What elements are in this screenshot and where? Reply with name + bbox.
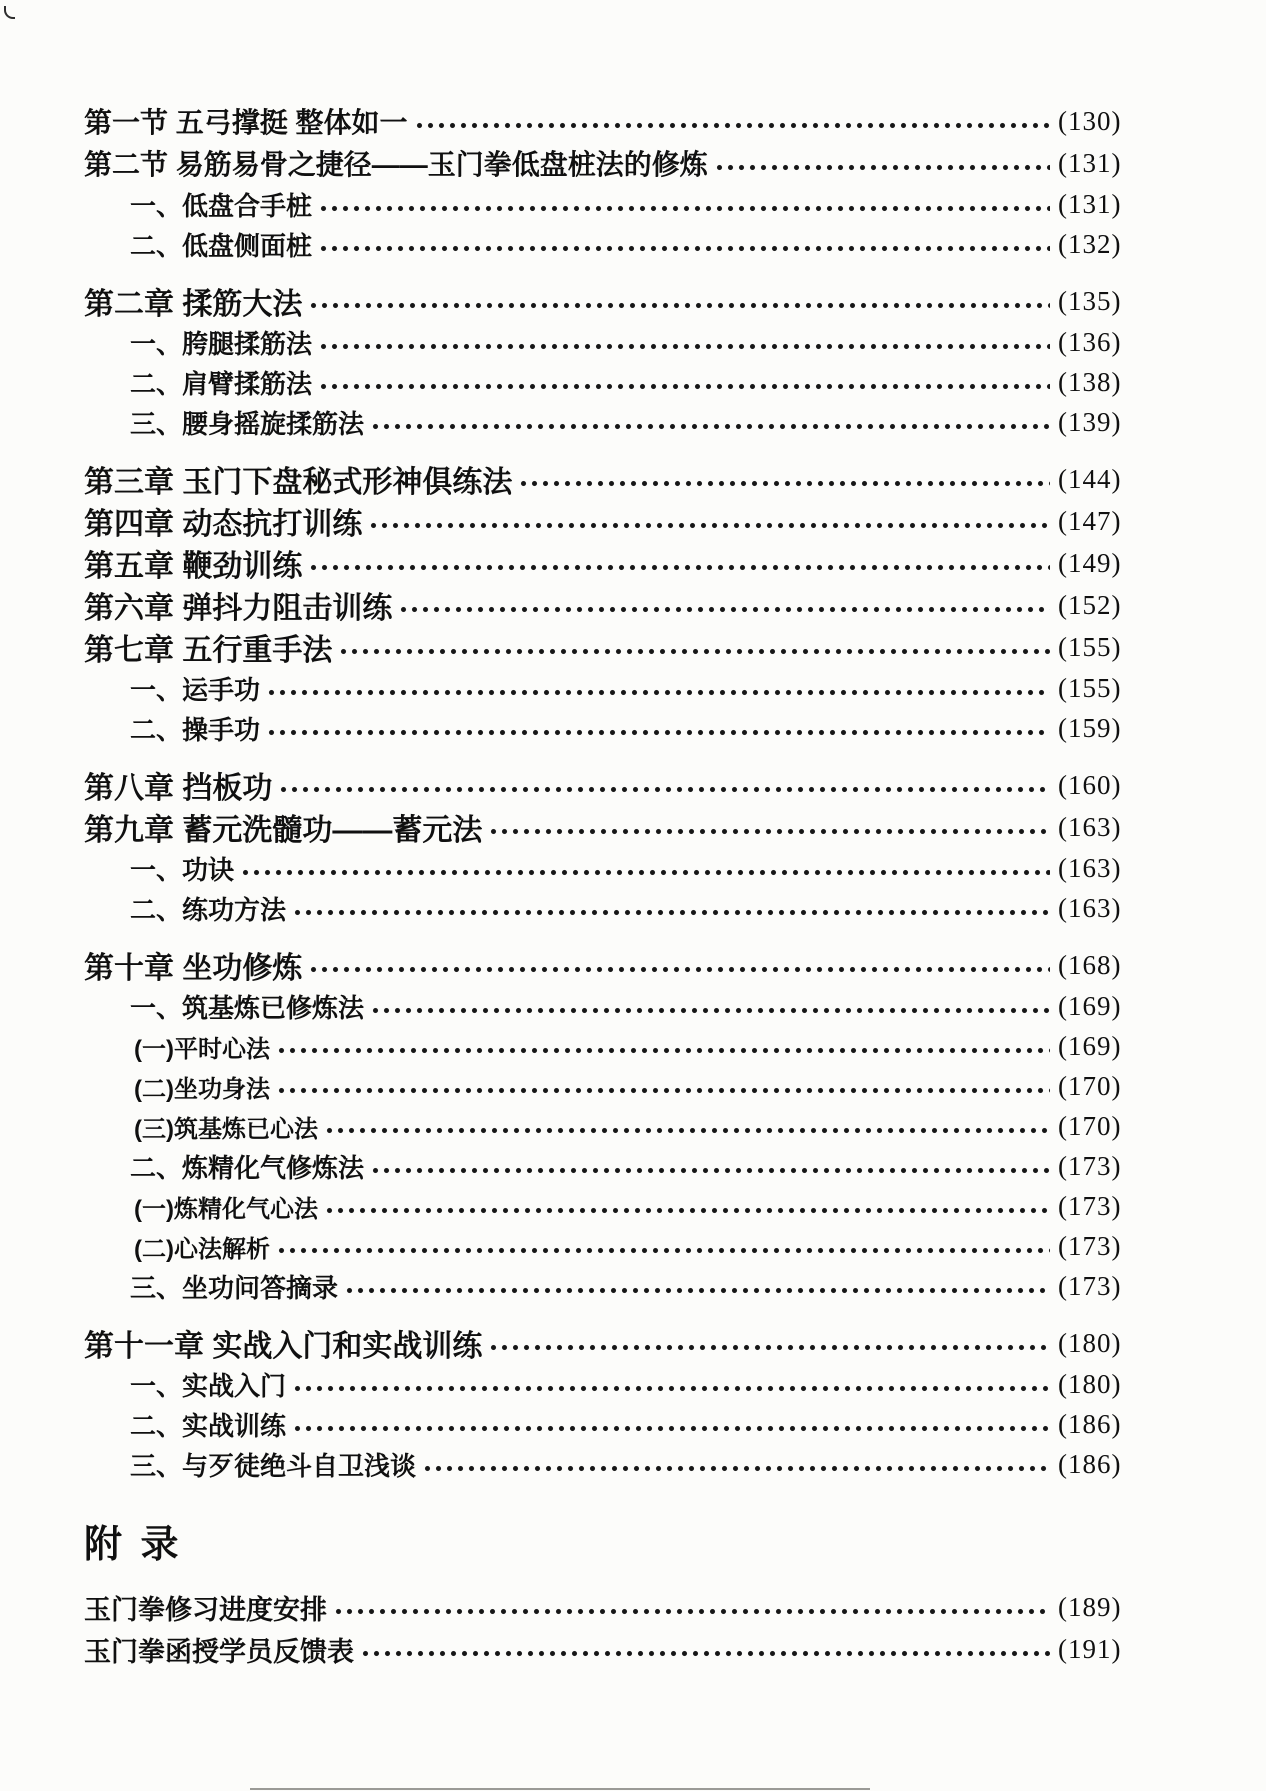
page-number: (152) bbox=[1058, 589, 1122, 620]
page-number: (173) bbox=[1058, 1190, 1122, 1221]
dot-leader bbox=[488, 828, 1050, 835]
toc-entry-label: (二)心法解析 bbox=[134, 1235, 270, 1263]
dot-leader bbox=[266, 689, 1050, 696]
toc-entry bbox=[84, 1586, 1160, 1628]
page-number: (168) bbox=[1058, 949, 1122, 980]
toc-entry-label: 一、运手功 bbox=[130, 674, 261, 705]
page-number: (173) bbox=[1058, 1150, 1122, 1181]
page-number: (138) bbox=[1058, 366, 1122, 397]
dot-leader bbox=[292, 1385, 1050, 1392]
toc-entry-label: (一)平时心法 bbox=[134, 1035, 270, 1063]
dot-leader bbox=[398, 606, 1050, 613]
dot-leader bbox=[318, 205, 1050, 212]
toc-entry-label: 第二节 易筋易骨之捷径——玉门拳低盘桩法的修炼 bbox=[84, 149, 708, 180]
toc-entry bbox=[84, 1026, 1160, 1066]
toc-entry bbox=[84, 1628, 1160, 1670]
dot-leader bbox=[266, 729, 1050, 736]
toc-entry bbox=[84, 100, 1160, 142]
toc-entry bbox=[84, 584, 1160, 626]
page-number: (163) bbox=[1058, 892, 1122, 923]
toc-entry-label: 二、肩臂揉筋法 bbox=[130, 368, 313, 399]
page-number: (170) bbox=[1058, 1070, 1122, 1101]
dot-leader bbox=[292, 1425, 1050, 1432]
toc-entry-label: 二、炼精化气修炼法 bbox=[130, 1152, 365, 1183]
toc-entry-label: 第七章 五行重手法 bbox=[84, 634, 333, 667]
toc-entry bbox=[84, 1106, 1160, 1146]
page-number: (130) bbox=[1058, 105, 1122, 136]
page-number: (180) bbox=[1058, 1327, 1122, 1358]
toc-entry-label: 附 录 bbox=[84, 1523, 183, 1566]
toc-entry-label: 第三章 玉门下盘秘式形神俱练法 bbox=[84, 466, 513, 499]
toc-entry bbox=[84, 1364, 1160, 1404]
toc-entry-label: 第二章 揉筋大法 bbox=[84, 288, 303, 321]
dot-leader bbox=[370, 1007, 1050, 1014]
table-of-contents bbox=[84, 100, 1160, 1670]
toc-entry bbox=[84, 668, 1160, 708]
dot-leader bbox=[344, 1287, 1050, 1294]
toc-entry bbox=[84, 626, 1160, 668]
toc-entry bbox=[84, 1226, 1160, 1266]
toc-entry-label: 一、胯腿揉筋法 bbox=[130, 328, 313, 359]
page-number: (186) bbox=[1058, 1448, 1122, 1479]
page-number: (155) bbox=[1058, 672, 1122, 703]
toc-entry bbox=[84, 764, 1160, 806]
dot-leader bbox=[276, 1087, 1050, 1094]
toc-entry-label: 第四章 动态抗打训练 bbox=[84, 508, 363, 541]
page-number: (169) bbox=[1058, 990, 1122, 1021]
toc-entry bbox=[84, 500, 1160, 542]
dot-leader bbox=[338, 648, 1050, 655]
appendix-heading bbox=[84, 1514, 1160, 1566]
dot-leader bbox=[324, 1207, 1050, 1214]
dot-leader bbox=[292, 909, 1050, 916]
dot-leader bbox=[318, 383, 1050, 390]
page-number: (131) bbox=[1058, 188, 1122, 219]
toc-entry bbox=[84, 848, 1160, 888]
toc-entry-label: (三)筑基炼已心法 bbox=[134, 1115, 318, 1143]
toc-entry-label: 玉门拳函授学员反馈表 bbox=[84, 1636, 354, 1667]
toc-entry bbox=[84, 322, 1160, 362]
toc-entry-label: 二、操手功 bbox=[130, 714, 261, 745]
page-number: (191) bbox=[1058, 1633, 1122, 1664]
dot-leader bbox=[318, 343, 1050, 350]
toc-entry bbox=[84, 1404, 1160, 1444]
page-number: (136) bbox=[1058, 326, 1122, 357]
dot-leader bbox=[308, 966, 1050, 973]
toc-entry bbox=[84, 1186, 1160, 1226]
toc-entry bbox=[84, 280, 1160, 322]
toc-entry bbox=[84, 708, 1160, 748]
dot-leader bbox=[324, 1127, 1050, 1134]
toc-entry-label: 第六章 弹抖力阻击训练 bbox=[84, 592, 393, 625]
toc-entry-label: 二、低盘侧面桩 bbox=[130, 230, 313, 261]
toc-entry-label: 第十一章 实战入门和实战训练 bbox=[84, 1330, 483, 1363]
dot-leader bbox=[414, 122, 1050, 129]
toc-entry-label: 第一节 五弓撑挺 整体如一 bbox=[84, 107, 408, 138]
toc-entry bbox=[84, 458, 1160, 500]
page-number: (147) bbox=[1058, 505, 1122, 536]
toc-entry bbox=[84, 1322, 1160, 1364]
toc-entry bbox=[84, 224, 1160, 264]
toc-entry-label: (一)炼精化气心法 bbox=[134, 1195, 318, 1223]
toc-entry bbox=[84, 1266, 1160, 1306]
scan-edge-line bbox=[250, 1788, 870, 1790]
toc-entry bbox=[84, 1444, 1160, 1484]
toc-entry bbox=[84, 1066, 1160, 1106]
page-number: (189) bbox=[1058, 1591, 1122, 1622]
page-number: (163) bbox=[1058, 852, 1122, 883]
dot-leader bbox=[370, 423, 1050, 430]
dot-leader bbox=[360, 1650, 1050, 1657]
dot-leader bbox=[518, 480, 1050, 487]
page-number: (160) bbox=[1058, 769, 1122, 800]
page-number: (173) bbox=[1058, 1270, 1122, 1301]
page-number: (155) bbox=[1058, 631, 1122, 662]
dot-leader bbox=[318, 245, 1050, 252]
page-number: (173) bbox=[1058, 1230, 1122, 1261]
dot-leader bbox=[370, 1167, 1050, 1174]
page-number: (149) bbox=[1058, 547, 1122, 578]
toc-entry-label: 二、实战训练 bbox=[130, 1410, 287, 1441]
dot-leader bbox=[422, 1465, 1050, 1472]
toc-entry-label: 一、实战入门 bbox=[130, 1370, 287, 1401]
scan-artifact-mark bbox=[4, 6, 15, 19]
toc-entry-label: 第五章 鞭劲训练 bbox=[84, 550, 303, 583]
dot-leader bbox=[276, 1247, 1050, 1254]
toc-entry-label: 三、坐功问答摘录 bbox=[130, 1272, 339, 1303]
toc-entry bbox=[84, 184, 1160, 224]
toc-entry-label: 玉门拳修习进度安排 bbox=[84, 1594, 327, 1625]
toc-entry-label: 第九章 蓄元洗髓功——蓄元法 bbox=[84, 814, 483, 847]
toc-entry bbox=[84, 362, 1160, 402]
page-number: (169) bbox=[1058, 1030, 1122, 1061]
page-number: (180) bbox=[1058, 1368, 1122, 1399]
toc-entry bbox=[84, 986, 1160, 1026]
dot-leader bbox=[714, 164, 1050, 171]
dot-leader bbox=[333, 1608, 1050, 1615]
dot-leader bbox=[488, 1344, 1050, 1351]
toc-entry-label: 一、功诀 bbox=[130, 854, 235, 885]
dot-leader bbox=[308, 564, 1050, 571]
page-number: (144) bbox=[1058, 463, 1122, 494]
dot-leader bbox=[308, 302, 1050, 309]
dot-leader bbox=[276, 1047, 1050, 1054]
toc-entry-label: 三、腰身摇旋揉筋法 bbox=[130, 408, 365, 439]
toc-entry-label: 第十章 坐功修炼 bbox=[84, 952, 303, 985]
page-number: (159) bbox=[1058, 712, 1122, 743]
toc-entry bbox=[84, 806, 1160, 848]
toc-entry bbox=[84, 944, 1160, 986]
toc-entry-label: 第八章 挡板功 bbox=[84, 772, 273, 805]
toc-entry-label: 一、低盘合手桩 bbox=[130, 190, 313, 221]
dot-leader bbox=[278, 786, 1050, 793]
toc-entry bbox=[84, 1146, 1160, 1186]
toc-entry bbox=[84, 888, 1160, 928]
page-number: (186) bbox=[1058, 1408, 1122, 1439]
page-number: (139) bbox=[1058, 406, 1122, 437]
toc-entry-label: 二、练功方法 bbox=[130, 894, 287, 925]
toc-entry bbox=[84, 542, 1160, 584]
page-number: (132) bbox=[1058, 228, 1122, 259]
dot-leader bbox=[368, 522, 1050, 529]
toc-entry-label: 三、与歹徒绝斗自卫浅谈 bbox=[130, 1450, 417, 1481]
toc-entry-label: (二)坐功身法 bbox=[134, 1075, 270, 1103]
page-number: (170) bbox=[1058, 1110, 1122, 1141]
dot-leader bbox=[240, 869, 1050, 876]
toc-entry bbox=[84, 402, 1160, 442]
page-number: (163) bbox=[1058, 811, 1122, 842]
toc-entry-label: 一、筑基炼已修炼法 bbox=[130, 992, 365, 1023]
page-number: (131) bbox=[1058, 147, 1122, 178]
page-number: (135) bbox=[1058, 285, 1122, 316]
toc-entry bbox=[84, 142, 1160, 184]
